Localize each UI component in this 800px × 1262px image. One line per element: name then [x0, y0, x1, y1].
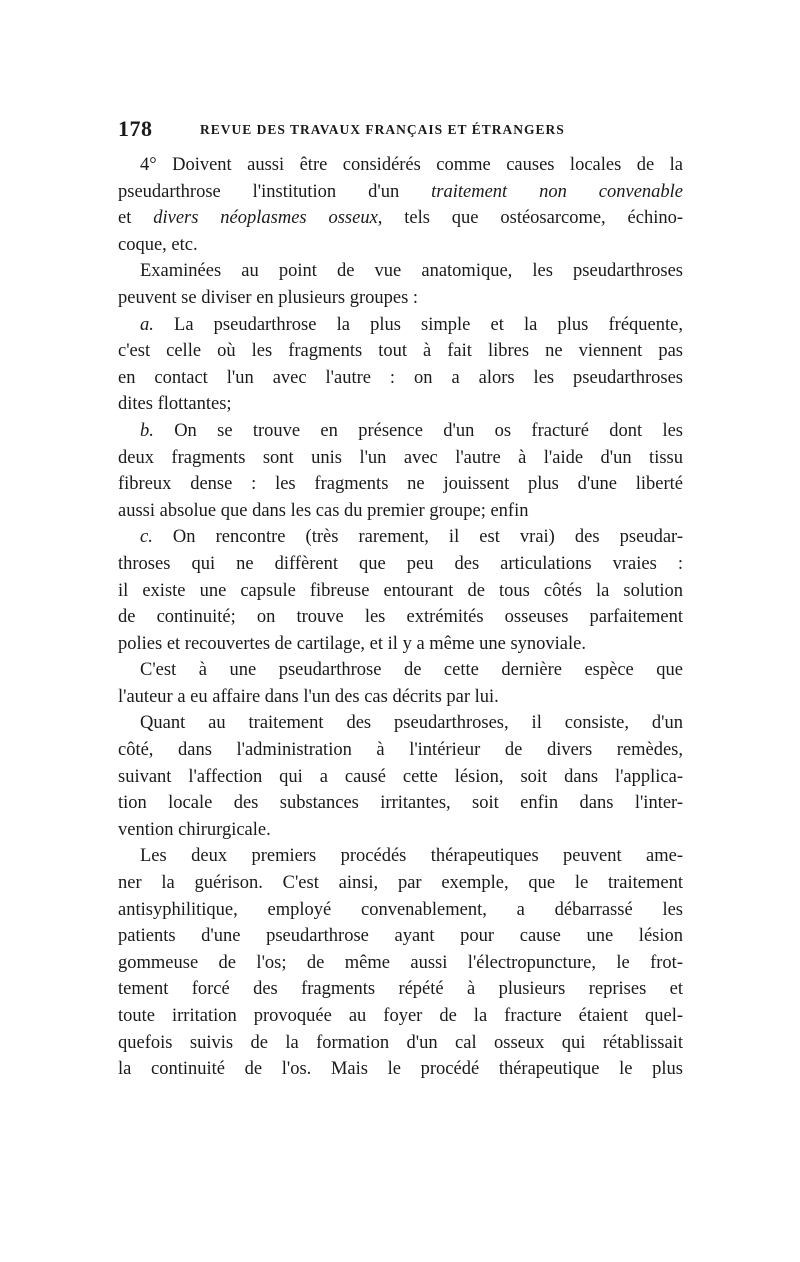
text-line	[118, 604, 683, 631]
paragraph	[118, 152, 683, 258]
text-run: Quant au traitement des pseudarthroses, il consiste, d'un	[140, 713, 683, 734]
text-run: vention chirurgicale.	[118, 819, 271, 840]
text-run: c'est celle où les fragments tout à fait libres ne viennent pas	[118, 341, 683, 362]
italic-run: b.	[140, 420, 154, 441]
text-run: coque, etc.	[118, 234, 198, 255]
text-run: La pseudarthrose la plus simple et la plus fréquente,	[153, 314, 683, 335]
text-line	[118, 1030, 683, 1057]
text-line	[118, 498, 683, 525]
text-line	[118, 870, 683, 897]
text-line	[118, 391, 683, 418]
text-line	[118, 710, 683, 737]
text-line	[118, 312, 683, 339]
text-run: aussi absolue que dans les cas du premier groupe; enfin	[118, 500, 529, 521]
paragraph	[118, 843, 683, 1082]
text-run: suivant l'affection qui a causé cette lésion, soit dans l'applica-	[118, 766, 683, 787]
text-run: antisyphilitique, employé convenablement, a débarrassé les	[118, 899, 683, 920]
text-run: dites flottantes;	[118, 394, 232, 415]
text-line	[118, 205, 683, 232]
text-run: Examinées au point de vue anatomique, les pseudarthroses	[140, 261, 683, 282]
text-line	[118, 285, 683, 312]
text-line	[118, 817, 683, 844]
text-line	[118, 258, 683, 285]
text-line	[118, 631, 683, 658]
text-run: toute irritation provoquée au foyer de la fracture étaient quel-	[118, 1006, 683, 1026]
text-line	[118, 551, 683, 578]
body-text	[118, 152, 683, 1083]
text-line	[118, 152, 683, 179]
text-run: patients d'une pseudarthrose ayant pour cause une lésion	[118, 926, 683, 947]
text-run: polies et recouvertes de cartilage, et il y a même une synoviale.	[118, 633, 586, 654]
text-run: de continuité; on trouve les extrémités osseuses parfaitement	[118, 607, 683, 628]
text-run: throses qui ne diffèrent que peu des articulations vraies :	[118, 553, 683, 574]
italic-run: divers néoplasmes osseux	[153, 208, 378, 229]
page-number: 178	[118, 116, 153, 141]
italic-run: a.	[140, 314, 154, 335]
text-line	[118, 338, 683, 365]
text-run: peuvent se diviser en plusieurs groupes :	[118, 287, 419, 308]
text-run: pseudarthrose l'institution d'un	[118, 181, 432, 202]
text-line	[118, 657, 683, 684]
text-line	[118, 950, 683, 977]
text-run: l'auteur a eu affaire dans l'un des cas décrits par lui.	[118, 686, 499, 707]
text-run: On rencontre (très rarement, il est vrai) des pseudar-	[152, 527, 683, 548]
text-line	[118, 897, 683, 924]
text-run: il existe une capsule fibreuse entourant de tous côtés la solution	[118, 580, 683, 601]
text-line	[118, 445, 683, 472]
text-run: ner la guérison. C'est ainsi, par exemple, que le traitement	[118, 873, 683, 894]
paragraph	[118, 258, 683, 311]
text-line	[118, 684, 683, 711]
text-run: en contact l'un avec l'autre : on a alors les pseudarthroses	[118, 367, 683, 388]
text-run: On se trouve en présence d'un os fracturé dont les	[153, 420, 683, 441]
text-run: deux fragments sont unis l'un avec l'autre à l'aide d'un tissu	[118, 447, 683, 468]
text-run: quefois suivis de la formation d'un cal osseux qui rétablissait	[118, 1032, 683, 1053]
paragraph	[118, 312, 683, 418]
text-run: la continuité de l'os. Mais le procédé thérapeutique le plus	[118, 1059, 683, 1080]
text-line	[118, 764, 683, 791]
running-title: REVUE DES TRAVAUX FRANÇAIS ET ÉTRANGERS	[200, 122, 565, 137]
text-run: tement forcé des fragments répété à plusieurs reprises et	[118, 979, 683, 1000]
text-run: 4° Doivent aussi être considérés comme causes locales de la	[140, 155, 683, 175]
text-line	[118, 471, 683, 498]
text-run: tion locale des substances irritantes, soit enfin dans l'inter-	[118, 793, 683, 814]
text-line	[118, 843, 683, 870]
text-line	[118, 976, 683, 1003]
paragraph	[118, 418, 683, 524]
text-line	[118, 179, 683, 206]
text-line	[118, 418, 683, 445]
text-line	[118, 232, 683, 259]
text-line	[118, 923, 683, 950]
paragraph	[118, 657, 683, 710]
text-line	[118, 524, 683, 551]
text-line	[118, 578, 683, 605]
text-run: fibreux dense : les fragments ne jouissent plus d'une liberté	[118, 474, 683, 495]
text-run: C'est à une pseudarthrose de cette dernière espèce que	[140, 660, 683, 681]
text-run: Les deux premiers procédés thérapeutiques peuvent ame-	[140, 846, 683, 867]
text-run: , tels que ostéosarcome, échino-	[377, 208, 684, 229]
text-run: côté, dans l'administration à l'intérieur de divers remèdes,	[118, 740, 683, 761]
text-line	[118, 790, 683, 817]
paragraph	[118, 524, 683, 657]
paragraph	[118, 710, 683, 843]
text-line	[118, 1056, 683, 1083]
text-line	[118, 365, 683, 392]
text-line	[118, 1003, 683, 1030]
text-run: et	[118, 208, 154, 229]
italic-run: traitement non convenable	[431, 181, 684, 202]
page-header	[118, 116, 683, 146]
text-run: gommeuse de l'os; de même aussi l'électropuncture, le frot-	[118, 952, 683, 973]
text-line	[118, 737, 683, 764]
italic-run: c.	[140, 527, 153, 548]
